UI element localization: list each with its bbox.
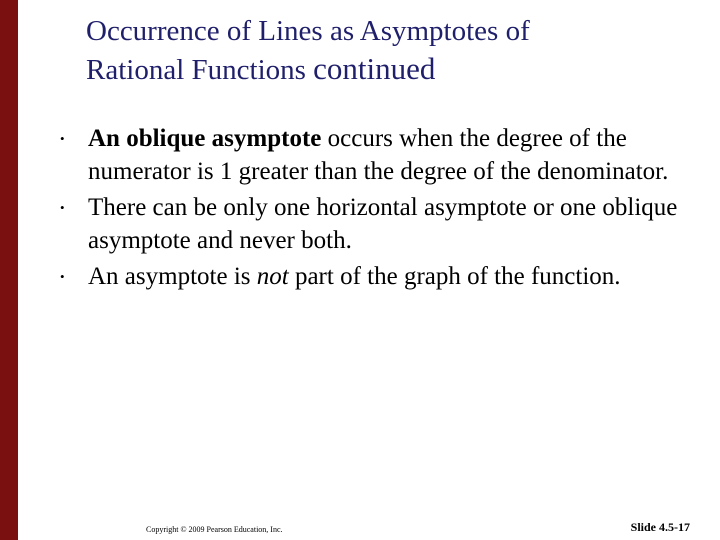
bullet-text-after: part of the graph of the function. [288, 263, 621, 290]
bullet-bold-term: An oblique asymptote [88, 125, 322, 152]
title-continued: continued [313, 51, 436, 86]
bullet-text: There can be only one horizontal asymptote or one oblique asymptote and never both. [88, 194, 678, 254]
bullet-dot-icon: • [60, 269, 65, 284]
bullet-italic-word: not [256, 263, 289, 290]
bullet-item-not-part [60, 260, 700, 293]
slide-number: Slide 4.5-17 [630, 520, 690, 534]
bullet-text: occurs when the degree of the numerator is 1 greater than the degree of the denominator. [88, 125, 669, 185]
title-line1: Occurrence of Lines as Asymptotes of [86, 15, 530, 47]
slide-title [86, 12, 686, 89]
title-line2: Rational Functions [86, 54, 314, 86]
bullet-dot-icon: • [60, 131, 65, 146]
bullet-item-one-asymptote [60, 191, 700, 257]
copyright-notice: Copyright © 2009 Pearson Education, Inc. [146, 525, 283, 534]
bullet-list [60, 122, 700, 296]
left-accent-bar [0, 0, 18, 540]
bullet-dot-icon: • [60, 200, 65, 215]
bullet-item-oblique [60, 122, 700, 188]
bullet-text-before: An asymptote is [88, 263, 257, 290]
